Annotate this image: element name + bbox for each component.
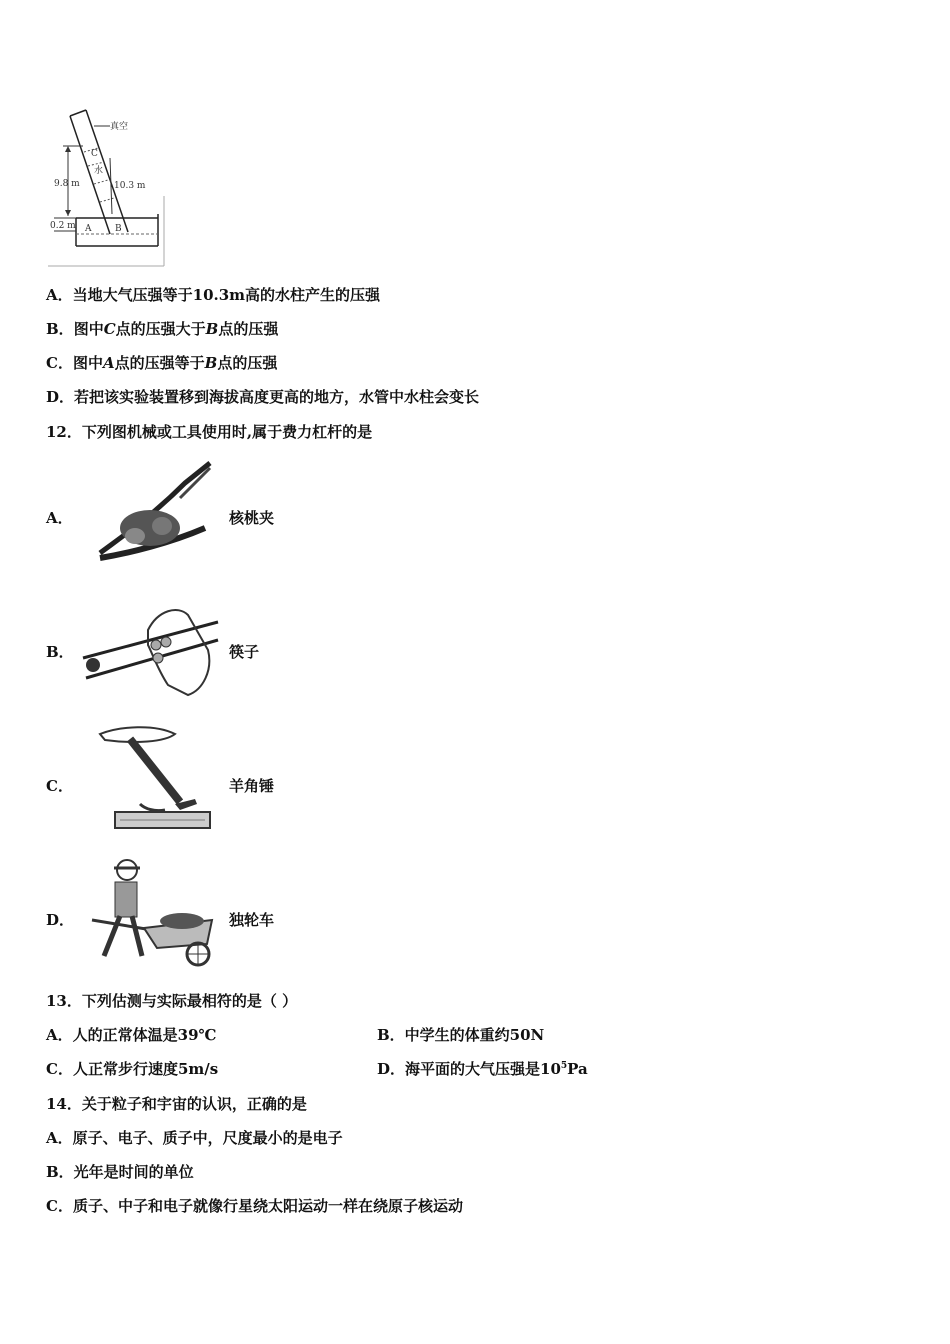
q13-option-a: A．人的正常体温是39℃ bbox=[46, 1026, 217, 1044]
q12-option-b-letter: B． bbox=[46, 643, 74, 661]
q12-option-a-caption: 核桃夹 bbox=[229, 509, 275, 527]
height-98-label: 9.8 m bbox=[54, 179, 80, 189]
q12-option-a-letter: A． bbox=[46, 509, 73, 527]
q12-option-b-caption: 筷子 bbox=[229, 643, 260, 661]
q13-stem: 13．下列估测与实际最相符的是（ ） bbox=[46, 992, 298, 1010]
point-c-label: C bbox=[91, 149, 98, 159]
nutcracker-image bbox=[90, 458, 220, 570]
q13-option-b: B．中学生的体重约50N bbox=[377, 1026, 545, 1044]
vacuum-label: 真空 bbox=[110, 122, 129, 132]
q12-stem: 12．下列图机械或工具使用时,属于费力杠杆的是 bbox=[46, 423, 373, 441]
water-label: 水 bbox=[94, 166, 104, 176]
q14-option-c: C．质子、中子和电子就像行星绕太阳运动一样在绕原子核运动 bbox=[46, 1197, 463, 1215]
water-column-figure bbox=[48, 96, 168, 271]
claw-hammer-image bbox=[95, 724, 215, 834]
q14-stem: 14．关于粒子和宇宙的认识，正确的是 bbox=[46, 1095, 307, 1113]
depth-02-label: 0.2 m bbox=[50, 221, 76, 231]
q12-option-c-letter: C． bbox=[46, 777, 73, 795]
q11-option-c: C．图中A点的压强等于B点的压强 bbox=[46, 354, 278, 372]
q12-option-c-caption: 羊角锤 bbox=[229, 777, 275, 795]
q12-option-d-letter: D． bbox=[46, 911, 75, 929]
q11-option-b: B．图中C点的压强大于B点的压强 bbox=[46, 320, 279, 338]
chopsticks-image bbox=[78, 600, 223, 700]
q13-option-c: C．人正常步行速度5m/s bbox=[46, 1060, 219, 1078]
q12-option-d-caption: 独轮车 bbox=[229, 911, 275, 929]
q11-option-a: A．当地大气压强等于10.3m高的水柱产生的压强 bbox=[46, 286, 381, 304]
q14-option-b: B．光年是时间的单位 bbox=[46, 1163, 194, 1181]
wheelbarrow-image bbox=[82, 856, 222, 968]
point-a-label: A bbox=[85, 224, 92, 234]
q13-option-d: D．海平面的大气压强是$10^5Pa$ bbox=[377, 1060, 588, 1078]
length-103-label: 10.3 m bbox=[114, 181, 146, 191]
q11-option-d: D．若把该实验装置移到海拔高度更高的地方，水管中水柱会变长 bbox=[46, 388, 480, 406]
point-b-label: B bbox=[115, 224, 122, 234]
q14-option-a: A．原子、电子、质子中，尺度最小的是电子 bbox=[46, 1129, 343, 1147]
